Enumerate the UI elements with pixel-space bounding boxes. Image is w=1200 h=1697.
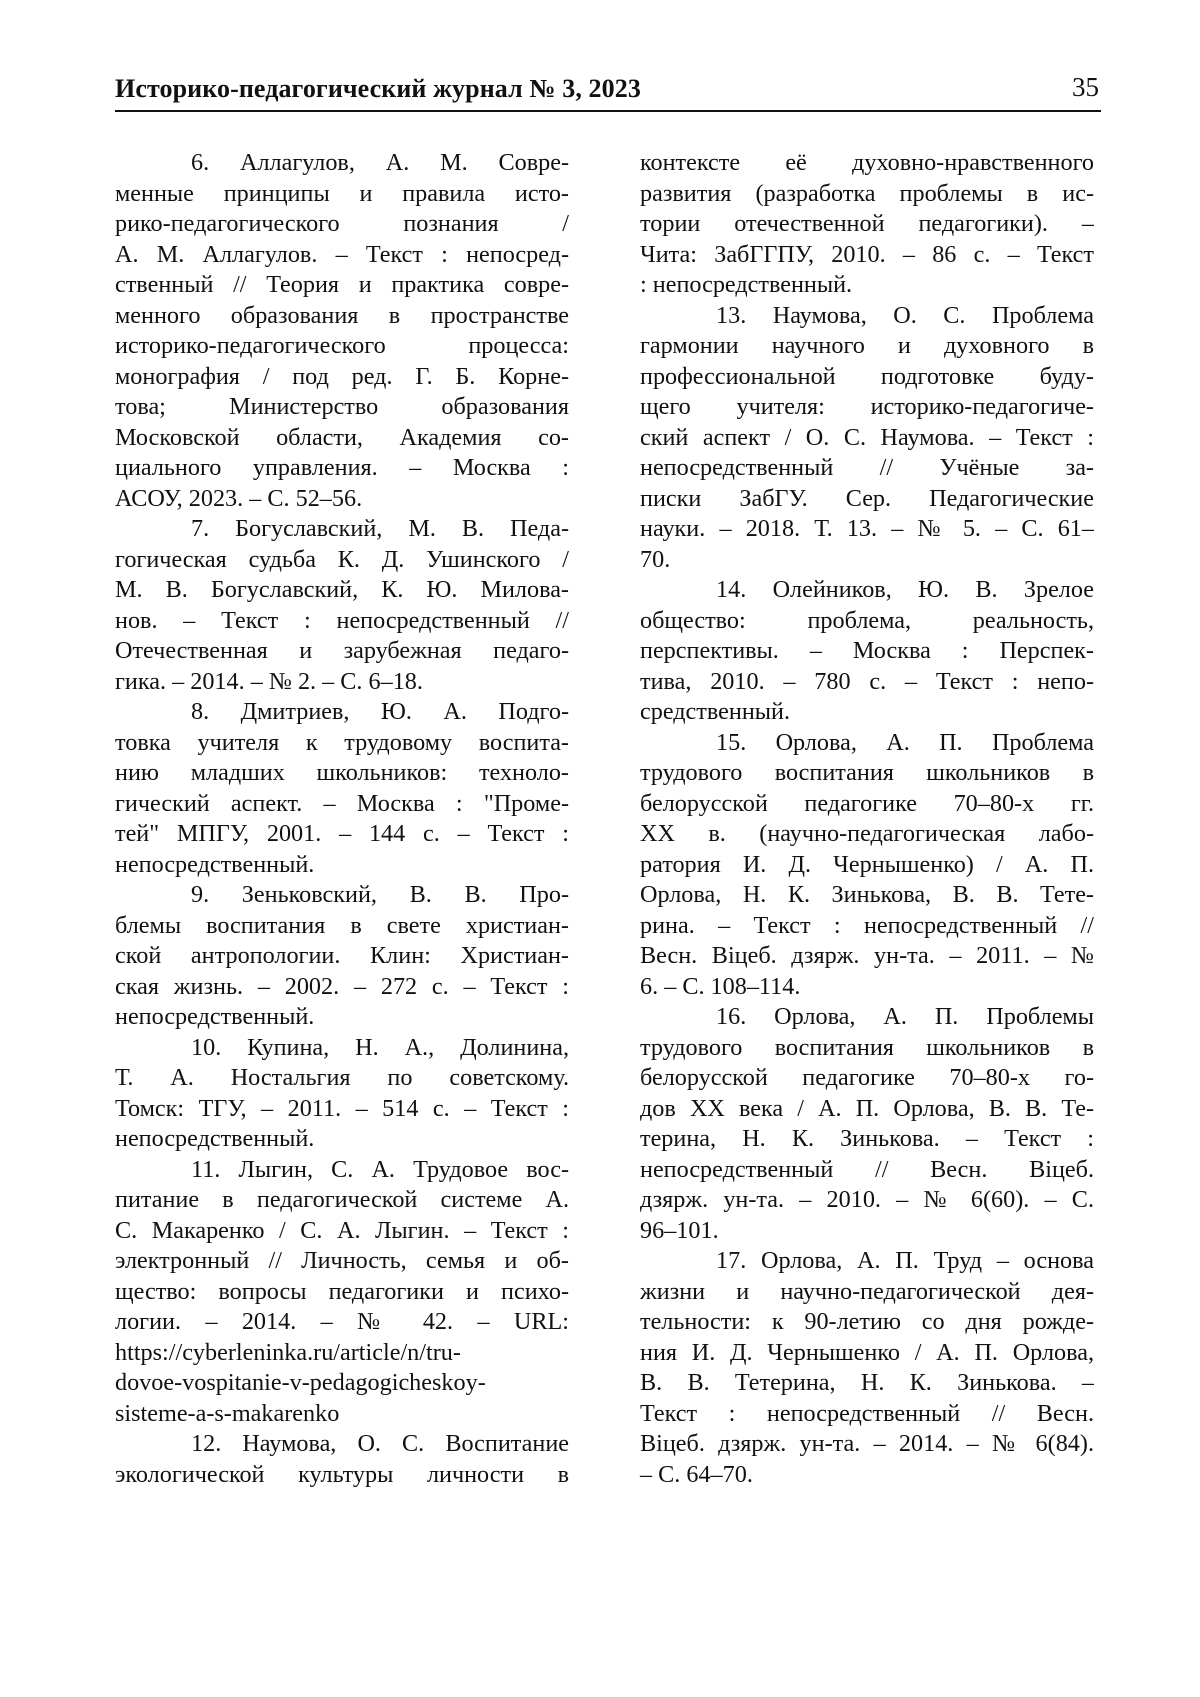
reference-line: историко-педагогического процесса: <box>115 332 569 359</box>
reference-line: рина. – Текст : непосредственный // <box>640 911 1094 939</box>
reference-line: тельности: к 90-летию со дня рожде- <box>640 1308 1094 1335</box>
reference-line: нию младших школьников: техноло- <box>115 759 569 786</box>
reference-line: А. М. Аллагулов. – Текст : непосред- <box>115 240 569 268</box>
reference-line: 10. Купина, Н. А., Долинина, <box>191 1033 569 1061</box>
reference-line: Орлова, Н. К. Зинькова, В. В. Тете- <box>640 881 1094 908</box>
reference-line: Весн. Віцеб. дзярж. ун-та. – 2011. – № <box>640 942 1094 969</box>
running-header <box>115 70 1101 112</box>
reference-line: товка учителя к трудовому воспита- <box>115 728 569 756</box>
reference-line: ской антропологии. Клин: Христиан- <box>115 942 569 969</box>
reference-line: белорусской педагогике 70–80-х го- <box>640 1064 1094 1091</box>
reference-line: това; Министерство образования <box>115 393 569 420</box>
reference-line: 17. Орлова, А. П. Труд – основа <box>716 1247 1094 1274</box>
reference-line: 7. Богуславский, М. В. Педа- <box>191 515 569 542</box>
reference-line: Т. А. Ностальгия по советскому. <box>115 1064 569 1091</box>
reference-line: логии. – 2014. – № 42. – URL: <box>115 1308 569 1335</box>
reference-line: dovoe-vospitanie-v-pedagogicheskoy- <box>115 1369 486 1396</box>
reference-line: дзярж. ун-та. – 2010. – № 6(60). – С. <box>640 1186 1094 1213</box>
references-column-right <box>640 148 1094 1490</box>
reference-line: Чита: ЗабГГПУ, 2010. – 86 с. – Текст <box>640 240 1094 268</box>
reference-line: профессиональной подготовке буду- <box>640 362 1094 390</box>
reference-line: 96–101. <box>640 1216 719 1244</box>
reference-line: электронный // Личность, семья и об- <box>115 1247 569 1274</box>
page-number: 35 <box>1072 72 1099 102</box>
reference-line: перспективы. – Москва : Перспек- <box>640 637 1094 664</box>
reference-line: В. В. Тетерина, Н. К. Зинькова. – <box>640 1369 1094 1396</box>
reference-line: 6. Аллагулов, А. М. Совре- <box>191 149 569 176</box>
reference-line: общество: проблема, реальность, <box>640 606 1094 634</box>
reference-line: экологической культуры личности в <box>115 1460 569 1488</box>
reference-line: Московской области, Академия со- <box>115 423 569 451</box>
reference-line: тории отечественной педагогики). – <box>640 210 1094 237</box>
reference-line: sisteme-a-s-makarenko <box>115 1399 340 1427</box>
reference-line: тива, 2010. – 780 с. – Текст : непо- <box>640 667 1094 695</box>
reference-line: – С. 64–70. <box>640 1460 753 1488</box>
reference-line: ская жизнь. – 2002. – 272 с. – Текст : <box>115 972 569 1000</box>
reference-line: жизни и научно-педагогической дея- <box>640 1277 1094 1305</box>
reference-line: гический аспект. – Москва : "Проме- <box>115 789 569 817</box>
reference-line: 16. Орлова, А. П. Проблемы <box>716 1003 1094 1030</box>
reference-line: М. В. Богуславский, К. Ю. Милова- <box>115 576 569 603</box>
reference-line: 12. Наумова, О. С. Воспитание <box>191 1430 569 1457</box>
reference-line: трудового воспитания школьников в <box>640 759 1094 786</box>
reference-line: непосредственный // Весн. Віцеб. <box>640 1155 1094 1183</box>
reference-line: дов XX века / А. П. Орлова, В. В. Те- <box>640 1094 1094 1122</box>
reference-line: ния И. Д. Чернышенко / А. П. Орлова, <box>640 1338 1094 1366</box>
reference-line: ратория И. Д. Чернышенко) / А. П. <box>640 850 1094 878</box>
reference-line: 70. <box>640 545 671 573</box>
reference-line: непосредственный // Учёные за- <box>640 454 1094 481</box>
reference-line: ственный // Теория и практика совре- <box>115 271 569 298</box>
reference-line: непосредственный. <box>115 1125 315 1152</box>
reference-line: 9. Зеньковский, В. В. Про- <box>191 881 569 908</box>
reference-line: 8. Дмитриев, Ю. А. Подго- <box>191 698 569 725</box>
reference-line: монография / под ред. Г. Б. Корне- <box>115 362 569 390</box>
reference-line: нов. – Текст : непосредственный // <box>115 606 569 634</box>
reference-line: писки ЗабГУ. Сер. Педагогические <box>640 484 1094 512</box>
reference-line: средственный. <box>640 698 791 725</box>
reference-line: питание в педагогической системе А. <box>115 1186 569 1213</box>
reference-line: циального управления. – Москва : <box>115 454 569 481</box>
reference-line: XX в. (научно-педагогическая лабо- <box>640 820 1094 847</box>
journal-title: Историко-педагогический журнал № 3, 2023 <box>115 74 641 103</box>
reference-line: : непосредственный. <box>640 271 853 298</box>
reference-line: 14. Олейников, Ю. В. Зрелое <box>716 576 1094 603</box>
reference-line: рико-педагогического познания / <box>115 210 569 237</box>
reference-line: Текст : непосредственный // Весн. <box>640 1399 1094 1427</box>
reference-line: 6. – С. 108–114. <box>640 972 801 1000</box>
reference-line: ский аспект / О. С. Наумова. – Текст : <box>640 423 1094 451</box>
reference-line: непосредственный. <box>115 1003 315 1030</box>
reference-line: блемы воспитания в свете христиан- <box>115 911 569 939</box>
reference-line: белорусской педагогике 70–80-х гг. <box>640 789 1094 817</box>
reference-line: гогическая судьба К. Д. Ушинского / <box>115 545 569 573</box>
reference-line: гармонии научного и духовного в <box>640 332 1094 359</box>
reference-line: трудового воспитания школьников в <box>640 1033 1094 1061</box>
reference-line: щего учителя: историко-педагогиче- <box>640 393 1094 420</box>
reference-line: контексте её духовно-нравственного <box>640 149 1094 176</box>
reference-line: Томск: ТГУ, – 2011. – 514 с. – Текст : <box>115 1094 569 1122</box>
reference-line: АСОУ, 2023. – С. 52–56. <box>115 484 363 512</box>
reference-line: 13. Наумова, О. С. Проблема <box>716 301 1094 329</box>
reference-line: менного образования в пространстве <box>115 301 569 329</box>
reference-line: развития (разработка проблемы в ис- <box>640 179 1094 207</box>
reference-line: Віцеб. дзярж. ун-та. – 2014. – № 6(84). <box>640 1430 1094 1457</box>
reference-line: менные принципы и правила исто- <box>115 179 569 207</box>
reference-line: щество: вопросы педагогики и психо- <box>115 1277 569 1305</box>
reference-line: Отечественная и зарубежная педаго- <box>115 637 569 664</box>
reference-line: непосредственный. <box>115 850 315 878</box>
reference-line: https://cyberleninka.ru/article/n/tru- <box>115 1338 461 1366</box>
reference-line: терина, Н. К. Зинькова. – Текст : <box>640 1125 1094 1152</box>
references-column-left <box>115 148 569 1490</box>
reference-line: 11. Лыгин, С. А. Трудовое вос- <box>191 1155 569 1183</box>
reference-line: гика. – 2014. – № 2. – С. 6–18. <box>115 667 423 695</box>
reference-line: тей" МПГУ, 2001. – 144 с. – Текст : <box>115 820 569 847</box>
reference-line: науки. – 2018. Т. 13. – № 5. – С. 61– <box>640 515 1094 542</box>
reference-line: С. Макаренко / С. А. Лыгин. – Текст : <box>115 1216 569 1244</box>
reference-line: 15. Орлова, А. П. Проблема <box>716 728 1094 756</box>
